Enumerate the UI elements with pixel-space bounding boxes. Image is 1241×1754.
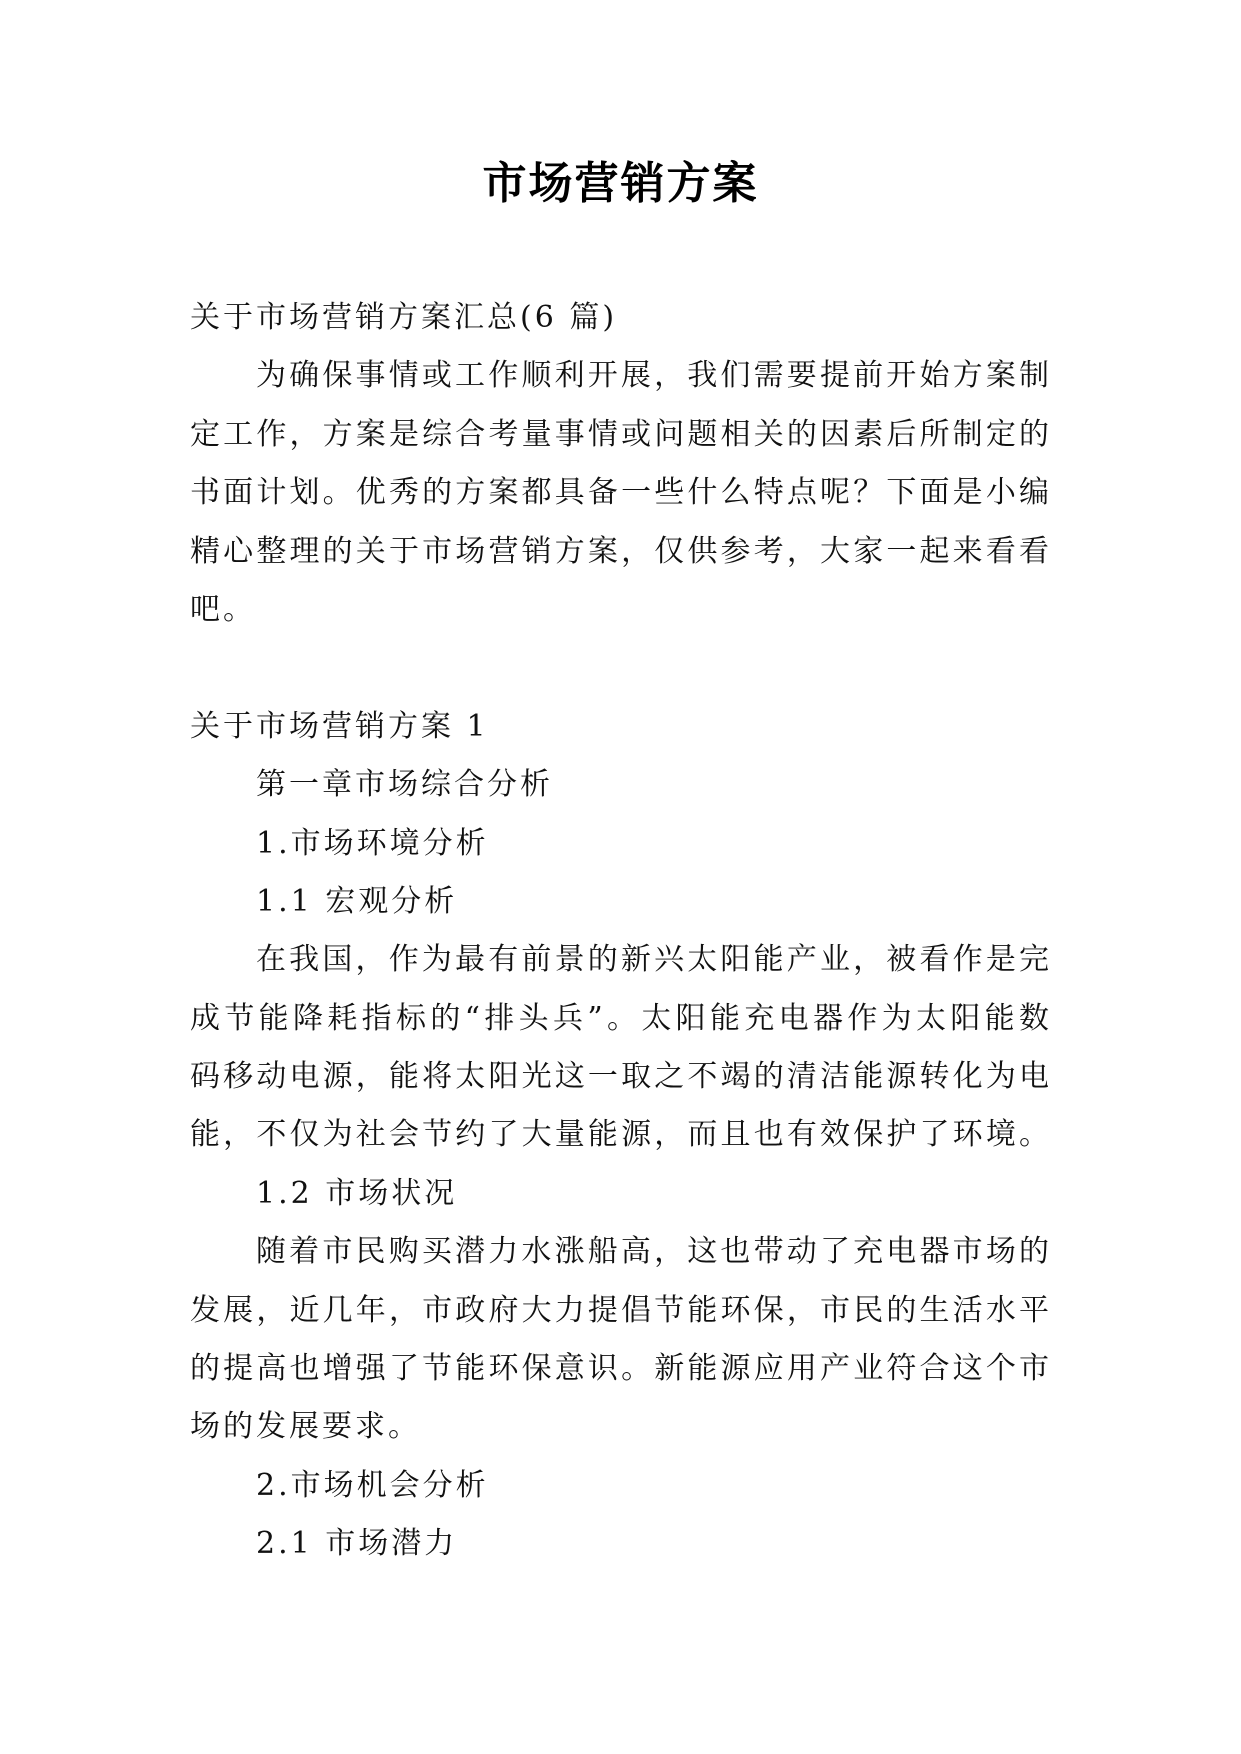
paragraph-line: 场的发展要求。 xyxy=(190,1409,421,1445)
subsection-heading: 1.2 市场状况 xyxy=(256,1175,458,1211)
collection-heading: 关于市场营销方案汇总(6 篇) xyxy=(190,300,618,335)
subsection-paragraph xyxy=(190,931,1051,1165)
subsection-paragraph xyxy=(190,1223,1051,1457)
paragraph-line: 为确保事情或工作顺利开展，我们需要提前开始方案制 xyxy=(256,358,1051,394)
paragraph-line: 的提高也增强了节能环保意识。新能源应用产业符合这个市 xyxy=(190,1351,1051,1387)
article xyxy=(190,698,1051,1574)
paragraph-line: 吧。 xyxy=(190,591,256,627)
page-title: 市场营销方案 xyxy=(482,158,759,209)
subsection-heading: 1.1 宏观分析 xyxy=(256,883,458,919)
paragraph-line: 码移动电源，能将太阳光这一取之不竭的清洁能源转化为电 xyxy=(190,1059,1051,1095)
paragraph-line: 发展，近几年，市政府大力提倡节能环保，市民的生活水平 xyxy=(190,1292,1051,1328)
document-body xyxy=(190,289,1051,1574)
paragraph-line: 定工作，方案是综合考量事情或问题相关的因素后所制定的 xyxy=(190,416,1051,452)
section-heading: 1.市场环境分析 xyxy=(256,825,489,861)
article-heading: 关于市场营销方案 1 xyxy=(190,708,489,744)
paragraph-line: 在我国，作为最有前景的新兴太阳能产业，被看作是完 xyxy=(256,942,1051,978)
paragraph-line: 能，不仅为社会节约了大量能源，而且也有效保护了环境。 xyxy=(190,1117,1051,1153)
intro-paragraph xyxy=(190,347,1051,639)
chapter-heading: 第一章市场综合分析 xyxy=(256,767,553,803)
paragraph-line: 成节能降耗指标的“排头兵”。太阳能充电器作为太阳能数 xyxy=(190,1000,1051,1036)
blank-line xyxy=(190,639,1051,697)
paragraph-line: 精心整理的关于市场营销方案，仅供参考，大家一起来看看 xyxy=(190,533,1051,569)
paragraph-line: 随着市民购买潜力水涨船高，这也带动了充电器市场的 xyxy=(256,1234,1051,1270)
section-heading: 2.市场机会分析 xyxy=(256,1467,489,1503)
subsection-heading: 2.1 市场潜力 xyxy=(256,1526,458,1562)
paragraph-line: 书面计划。优秀的方案都具备一些什么特点呢？下面是小编 xyxy=(190,475,1051,511)
